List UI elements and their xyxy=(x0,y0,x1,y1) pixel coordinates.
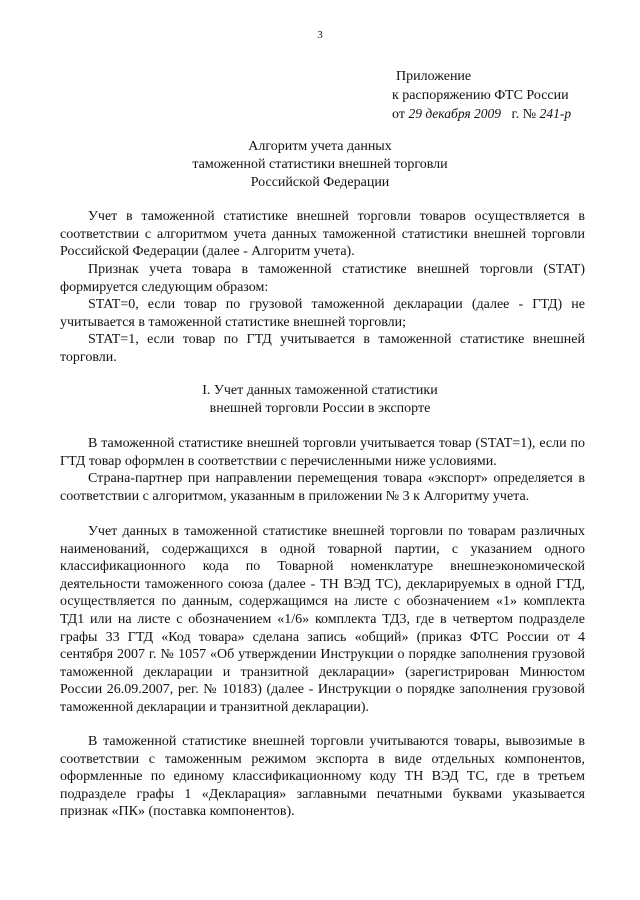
section-paragraph: В таможенной статистике внешней торговли учитываются товары, вывозимые в соответствии с таможенным режимом экспорта в виде отдельных компонентов, оформленные по единому классификационному коду ТН ВЭД ТС, где в третьем подразделе графы 1 «Декларация» заглавными печатными буквами указывается признак «ПК» (поставка компонентов). xyxy=(60,734,585,820)
intro-paragraph: STAT=0, если товар по грузовой таможенной декларации (далее - ГТД) не учитывается в таможенной статистике внешней торговли; xyxy=(60,297,585,330)
section-heading xyxy=(0,382,640,418)
date-prefix: от xyxy=(392,107,405,122)
page-number: 3 xyxy=(317,29,323,41)
title-line-3: Российской Федерации xyxy=(250,175,390,190)
intro-paragraph: Признак учета товара в таможенной статистике внешней торговли (STAT) формируется следующим образом: xyxy=(60,262,585,295)
handwritten-number: 241-р xyxy=(539,106,572,121)
title-line-1: Алгоритм учета данных xyxy=(248,139,392,154)
handwritten-date: 29 декабря 2009 xyxy=(408,106,502,121)
intro-paragraph: STAT=1, если товар по ГТД учитывается в таможенной статистике внешней торговли. xyxy=(60,332,585,365)
section-heading-line-1: I. Учет данных таможенной статистики xyxy=(202,383,438,398)
section-paragraph: Страна-партнер при направлении перемещения товара «экспорт» определяется в соответствии с алгоритмом, указанным в приложении № 3 к Алгоритму учета. xyxy=(60,471,585,504)
title-line-2: таможенной статистики внешней торговли xyxy=(192,157,448,172)
appendix-label: Приложение xyxy=(396,69,472,84)
appendix-order-ref: к распоряжению ФТС России xyxy=(392,87,569,103)
section-heading-line-2: внешней торговли России в экспорте xyxy=(209,401,431,416)
section-paragraph: Учет данных в таможенной статистике внешней торговли по товарам различных наименований, содержащихся в одной товарной партии, с указанием одного классификационного кода по Товарной номенклатуре внешнеэкономической деятельности таможенного союза (далее - ТН ВЭД ТС), декларируемых в одной ГТД, осуществляется по данным, содержащимся на листе с обозначением «1» комплекта ТД1 или на листе с обозначением «1/6» комплекта ТД3, где в четвертом подразделе графы 33 ГТД «Код товара» сделана запись «общий» (приказ ФТС России от 4 сентября 2007 г. № 1057 «Об утверждении Инструкции о порядке заполнения грузовой таможенной декларации и транзитной декларации» (зарегистрирован Минюстом России 26.09.2007, рег. № 10183) (далее - Инструкции о порядке заполнения грузовой таможенной декларации и транзитной декларации). xyxy=(60,524,585,715)
appendix-block xyxy=(392,68,571,125)
document-title xyxy=(0,138,640,192)
number-prefix: г. № xyxy=(511,107,537,122)
intro-paragraph: Учет в таможенной статистике внешней торговли товаров осуществляется в соответствии с алгоритмом учета данных таможенной статистики внешней торговли Российской Федерации (далее - Алгоритм учета). xyxy=(60,209,585,260)
appendix-date-line xyxy=(392,105,571,125)
section-paragraph: В таможенной статистике внешней торговли учитывается товар (STAT=1), если по ГТД товар оформлен в соответствии с перечисленными ниже условиями. xyxy=(60,436,585,469)
